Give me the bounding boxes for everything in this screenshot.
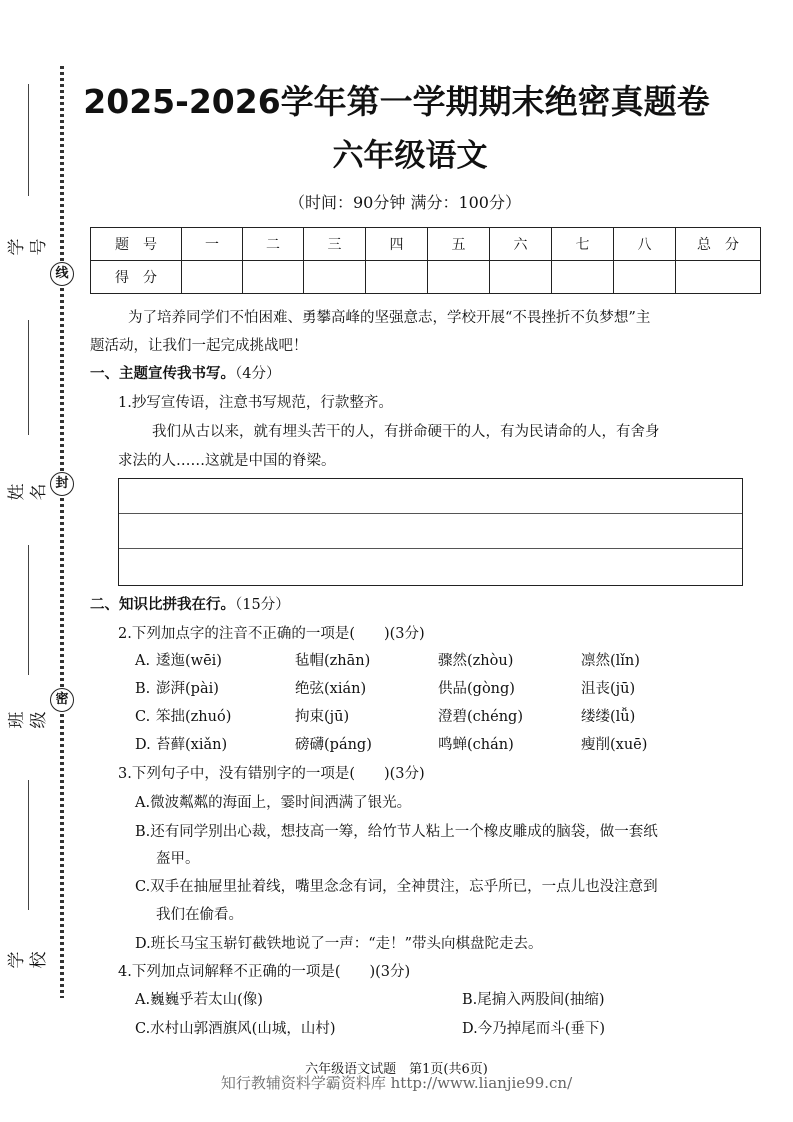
binding-char-feng: 封 bbox=[50, 472, 74, 496]
option-item: 拘束(jū) bbox=[295, 709, 350, 725]
q4-option-c: C.水村山郭酒旗风(山城，山村) bbox=[135, 1021, 336, 1037]
option-letter: A. bbox=[135, 653, 151, 669]
table-cell: 五 bbox=[428, 228, 490, 261]
page-footer: 六年级语文试题 第1页(共6页) bbox=[305, 1062, 488, 1077]
option-item: 缕缕(lǚ) bbox=[581, 709, 636, 725]
writing-line[interactable] bbox=[119, 549, 742, 583]
score-cell[interactable] bbox=[182, 261, 243, 294]
section-1-points: （4分） bbox=[235, 366, 281, 382]
section-2-title: 二、知识比拼我在行。 bbox=[90, 597, 235, 613]
binding-char-mi: 密 bbox=[50, 688, 74, 712]
copy-writing-area[interactable] bbox=[118, 478, 743, 586]
score-table bbox=[90, 227, 761, 294]
q4-option-a: A.巍巍乎若太山(像) bbox=[135, 992, 263, 1008]
intro-line-2: 题活动，让我们一起完成挑战吧！ bbox=[90, 338, 308, 354]
question-2: 2.下列加点字的注音不正确的一项是( )(3分) bbox=[118, 626, 425, 642]
score-cell[interactable] bbox=[243, 261, 304, 294]
table-cell: 八 bbox=[614, 228, 676, 261]
score-cell[interactable] bbox=[304, 261, 366, 294]
option-item: 澎湃(pài) bbox=[156, 681, 219, 697]
option-item: 毡帽(zhān) bbox=[295, 653, 371, 669]
writing-line[interactable] bbox=[119, 479, 742, 514]
name-underline bbox=[28, 320, 29, 435]
table-cell: 得 分 bbox=[91, 261, 182, 294]
binding-char-xian: 线 bbox=[50, 262, 74, 286]
q4-option-d: D.今乃掉尾而斗(垂下) bbox=[462, 1021, 606, 1037]
writing-line[interactable] bbox=[119, 514, 742, 549]
intro-line-1: 为了培养同学们不怕困难、勇攀高峰的坚强意志，学校开展“不畏挫折不负梦想”主 bbox=[128, 310, 651, 326]
school-underline bbox=[28, 780, 29, 910]
score-cell[interactable] bbox=[490, 261, 552, 294]
option-item: 鸣蝉(chán) bbox=[438, 737, 514, 753]
q4-option-b: B.尾掮入两股间(抽缩) bbox=[462, 992, 605, 1008]
name-label: 姓 名 bbox=[7, 483, 49, 501]
option-item: 凛然(lǐn) bbox=[581, 653, 640, 669]
watermark-text: 知行教辅资料学霸资料库 http://www.lianjie99.cn/ bbox=[220, 1074, 573, 1092]
option-item: 骤然(zhòu) bbox=[438, 653, 514, 669]
section-1-heading bbox=[90, 360, 280, 388]
option-item: 磅礴(páng) bbox=[295, 737, 372, 753]
quote-line-1: 我们从古以来，就有埋头苦干的人，有拼命硬干的人，有为民请命的人，有舍身 bbox=[152, 424, 660, 440]
option-item: 沮丧(jū) bbox=[581, 681, 636, 697]
class-label: 班 级 bbox=[7, 711, 49, 729]
q3-option-d: D.班长马宝玉崭钉截铁地说了一声：“走！”带头向棋盘陀走去。 bbox=[135, 936, 543, 952]
table-cell: 总 分 bbox=[676, 228, 761, 261]
q3-option-c-line-2: 我们在偷看。 bbox=[156, 907, 243, 923]
section-2-heading bbox=[90, 591, 290, 619]
option-letter: C. bbox=[135, 709, 151, 725]
table-cell: 七 bbox=[552, 228, 614, 261]
table-cell: 四 bbox=[366, 228, 428, 261]
q3-option-b-line-1: B.还有同学别出心裁，想技高一筹，给竹节人粘上一个橡皮雕成的脑袋，做一套纸 bbox=[135, 824, 658, 840]
option-item: 笨拙(zhuó) bbox=[156, 709, 232, 725]
exam-title: 2025-2026学年第一学期期末绝密真题卷 bbox=[83, 82, 710, 121]
option-item: 苔藓(xiǎn) bbox=[156, 737, 228, 753]
q3-option-b-line-2: 盔甲。 bbox=[156, 851, 200, 867]
score-cell[interactable] bbox=[676, 261, 761, 294]
question-1: 1.抄写宣传语，注意书写规范，行款整齐。 bbox=[118, 395, 393, 411]
table-cell: 六 bbox=[490, 228, 552, 261]
option-item: 逶迤(wēi) bbox=[156, 653, 222, 669]
section-1-title: 一、主题宣传我书写。 bbox=[90, 366, 235, 382]
section-2-points: （15分） bbox=[235, 597, 290, 613]
option-letter: D. bbox=[135, 737, 151, 753]
question-4: 4.下列加点词解释不正确的一项是( )(3分) bbox=[118, 964, 411, 980]
table-cell: 题 号 bbox=[91, 228, 182, 261]
class-underline bbox=[28, 545, 29, 675]
score-table-score-row bbox=[91, 261, 761, 294]
exam-subtitle: 六年级语文 bbox=[332, 138, 488, 174]
score-cell[interactable] bbox=[366, 261, 428, 294]
school-label: 学 校 bbox=[7, 951, 49, 969]
option-item: 绝弦(xián) bbox=[295, 681, 367, 697]
quote-line-2: 求法的人……这就是中国的脊梁。 bbox=[118, 453, 336, 469]
option-item: 澄碧(chéng) bbox=[438, 709, 523, 725]
option-letter: B. bbox=[135, 681, 151, 697]
table-cell: 一 bbox=[182, 228, 243, 261]
table-cell: 三 bbox=[304, 228, 366, 261]
student-id-label: 学 号 bbox=[7, 238, 49, 256]
option-item: 供品(gòng) bbox=[438, 681, 515, 697]
q3-option-a: A.微波粼粼的海面上，霎时间洒满了银光。 bbox=[135, 795, 412, 811]
option-item: 瘦削(xuē) bbox=[581, 737, 648, 753]
score-table-header-row bbox=[91, 228, 761, 261]
table-cell: 二 bbox=[243, 228, 304, 261]
score-cell[interactable] bbox=[614, 261, 676, 294]
question-3: 3.下列句子中，没有错别字的一项是( )(3分) bbox=[118, 766, 425, 782]
time-info: （时间：90分钟 满分：100分） bbox=[289, 193, 521, 212]
score-cell[interactable] bbox=[552, 261, 614, 294]
score-cell[interactable] bbox=[428, 261, 490, 294]
q3-option-c-line-1: C.双手在抽屉里扯着线，嘴里念念有词，全神贯注，忘乎所已，一点儿也没注意到 bbox=[135, 879, 658, 895]
